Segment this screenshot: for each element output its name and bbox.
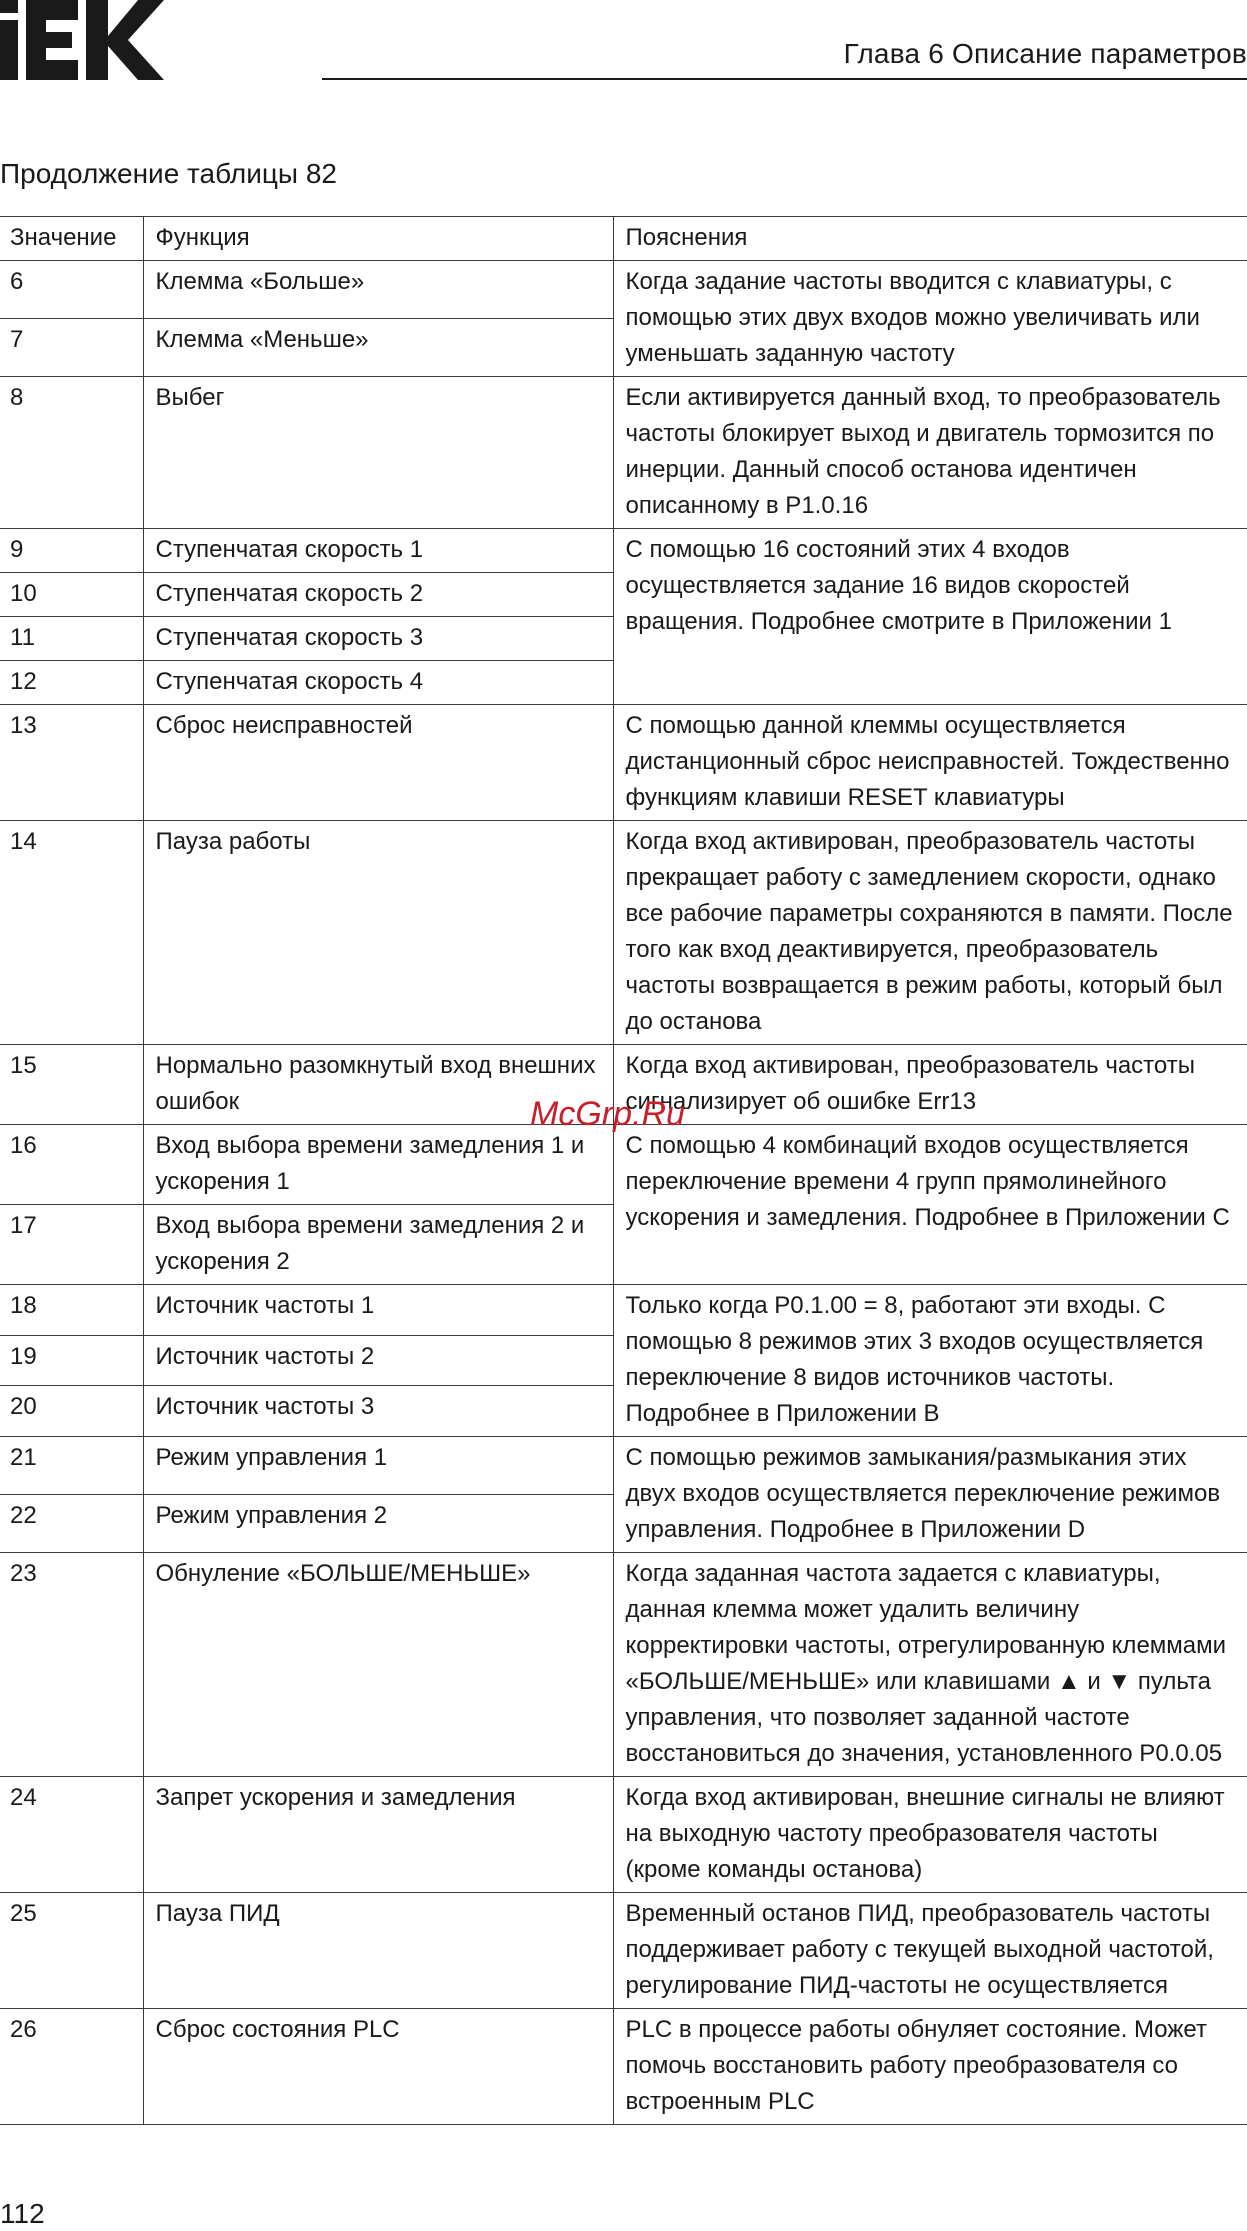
cell-value: 6 (0, 261, 143, 319)
header-value: Значение (0, 217, 143, 261)
cell-function: Вход выбора времени замедления 2 и ускорения 2 (143, 1205, 613, 1285)
cell-value: 24 (0, 1777, 143, 1893)
cell-value: 26 (0, 2009, 143, 2125)
cell-function: Ступенчатая скорость 3 (143, 617, 613, 661)
cell-function: Пауза работы (143, 821, 613, 1045)
cell-function: Вход выбора времени замедления 1 и ускорения 1 (143, 1125, 613, 1205)
cell-function: Источник частоты 2 (143, 1335, 613, 1386)
cell-value: 9 (0, 529, 143, 573)
page-number: 112 (0, 2198, 45, 2229)
cell-note: Когда вход активирован, внешние сигналы не влияют на выходную частоту преобразователя частоты (кроме команды останова) (613, 1777, 1247, 1893)
cell-function: Клемма «Меньше» (143, 319, 613, 377)
table-row (0, 705, 1247, 821)
cell-function: Нормально разомкнутый вход внешних ошибок (143, 1045, 613, 1125)
table-row (0, 261, 1247, 319)
cell-note: Когда вход активирован, преобразователь частоты сигнализирует об ошибке Err13 (613, 1045, 1247, 1125)
table-row (0, 1553, 1247, 1777)
cell-note: Когда заданная частота задается с клавиатуры, данная клемма может удалить величину корректировки частоты, отрегулированную клеммами «БОЛЬШЕ/МЕНЬШЕ» или клавишами ▲ и ▼ пульта управления, что позволяет заданной частоте восстановиться до значения, установленного P0.0.05 (613, 1553, 1247, 1777)
cell-value: 11 (0, 617, 143, 661)
cell-note: С помощью 16 состояний этих 4 входов осуществляется задание 16 видов скоростей вращения. Подробнее смотрите в Приложении 1 (613, 529, 1247, 705)
cell-value: 18 (0, 1285, 143, 1336)
cell-value: 19 (0, 1335, 143, 1386)
table-header-row (0, 217, 1247, 261)
cell-note: Временный останов ПИД, преобразователь частоты поддерживает работу с текущей выходной частотой, регулирование ПИД-частоты не осуществляется (613, 1893, 1247, 2009)
cell-value: 8 (0, 377, 143, 529)
iek-logo (0, 0, 165, 80)
cell-function: Выбег (143, 377, 613, 529)
cell-note: С помощью режимов замыкания/размыкания этих двух входов осуществляется переключение режимов управления. Подробнее в Приложении D (613, 1437, 1247, 1553)
header-function: Функция (143, 217, 613, 261)
cell-note: Когда задание частоты вводится с клавиатуры, с помощью этих двух входов можно увеличивать или уменьшать заданную частоту (613, 261, 1247, 377)
cell-function: Режим управления 1 (143, 1437, 613, 1495)
table-row (0, 1125, 1247, 1205)
cell-value: 23 (0, 1553, 143, 1777)
table-row (0, 377, 1247, 529)
header-divider (322, 78, 1247, 80)
cell-function: Пауза ПИД (143, 1893, 613, 2009)
cell-function: Обнуление «БОЛЬШЕ/МЕНЬШЕ» (143, 1553, 613, 1777)
cell-value: 14 (0, 821, 143, 1045)
cell-value: 25 (0, 1893, 143, 2009)
cell-note: PLC в процессе работы обнуляет состояние. Может помочь восстановить работу преобразователя со встроенным PLC (613, 2009, 1247, 2125)
cell-value: 7 (0, 319, 143, 377)
cell-note: С помощью 4 комбинаций входов осуществляется переключение времени 4 групп прямолинейного ускорения и замедления. Подробнее в Приложении С (613, 1125, 1247, 1285)
chapter-title: Глава 6 Описание параметров (843, 38, 1247, 69)
table-row (0, 1893, 1247, 2009)
cell-function: Режим управления 2 (143, 1495, 613, 1553)
cell-note: Если активируется данный вход, то преобразователь частоты блокирует выход и двигатель тормозится по инерции. Данный способ останова идентичен описанному в P1.0.16 (613, 377, 1247, 529)
table-row (0, 529, 1247, 573)
table-row (0, 1437, 1247, 1495)
cell-value: 10 (0, 573, 143, 617)
cell-value: 12 (0, 661, 143, 705)
cell-value: 17 (0, 1205, 143, 1285)
table-row (0, 821, 1247, 1045)
cell-value: 15 (0, 1045, 143, 1125)
table-row (0, 1777, 1247, 1893)
cell-function: Ступенчатая скорость 4 (143, 661, 613, 705)
watermark: McGrp.Ru (530, 1095, 685, 1133)
cell-value: 22 (0, 1495, 143, 1553)
cell-function: Ступенчатая скорость 2 (143, 573, 613, 617)
cell-value: 20 (0, 1386, 143, 1437)
cell-value: 21 (0, 1437, 143, 1495)
table-row (0, 2009, 1247, 2125)
cell-function: Сброс неисправностей (143, 705, 613, 821)
cell-value: 13 (0, 705, 143, 821)
table-caption: Продолжение таблицы 82 (0, 158, 337, 189)
cell-function: Запрет ускорения и замедления (143, 1777, 613, 1893)
cell-function: Сброс состояния PLC (143, 2009, 613, 2125)
parameter-table (0, 216, 1247, 2125)
cell-function: Ступенчатая скорость 1 (143, 529, 613, 573)
cell-function: Источник частоты 1 (143, 1285, 613, 1336)
cell-note: Только когда P0.1.00 = 8, работают эти входы. С помощью 8 режимов этих 3 входов осуществляется переключение 8 видов источников частоты. Подробнее в Приложении B (613, 1285, 1247, 1437)
header-note: Пояснения (613, 217, 1247, 261)
cell-note: Когда вход активирован, преобразователь частоты прекращает работу с замедлением скорости, однако все рабочие параметры сохраняются в памяти. После того как вход деактивируется, преобразователь частоты возвращается в режим работы, который был до останова (613, 821, 1247, 1045)
cell-function: Источник частоты 3 (143, 1386, 613, 1437)
cell-note: С помощью данной клеммы осуществляется дистанционный сброс неисправностей. Тождественно функциям клавиши RESET клавиатуры (613, 705, 1247, 821)
cell-value: 16 (0, 1125, 143, 1205)
cell-function: Клемма «Больше» (143, 261, 613, 319)
table-row (0, 1285, 1247, 1336)
